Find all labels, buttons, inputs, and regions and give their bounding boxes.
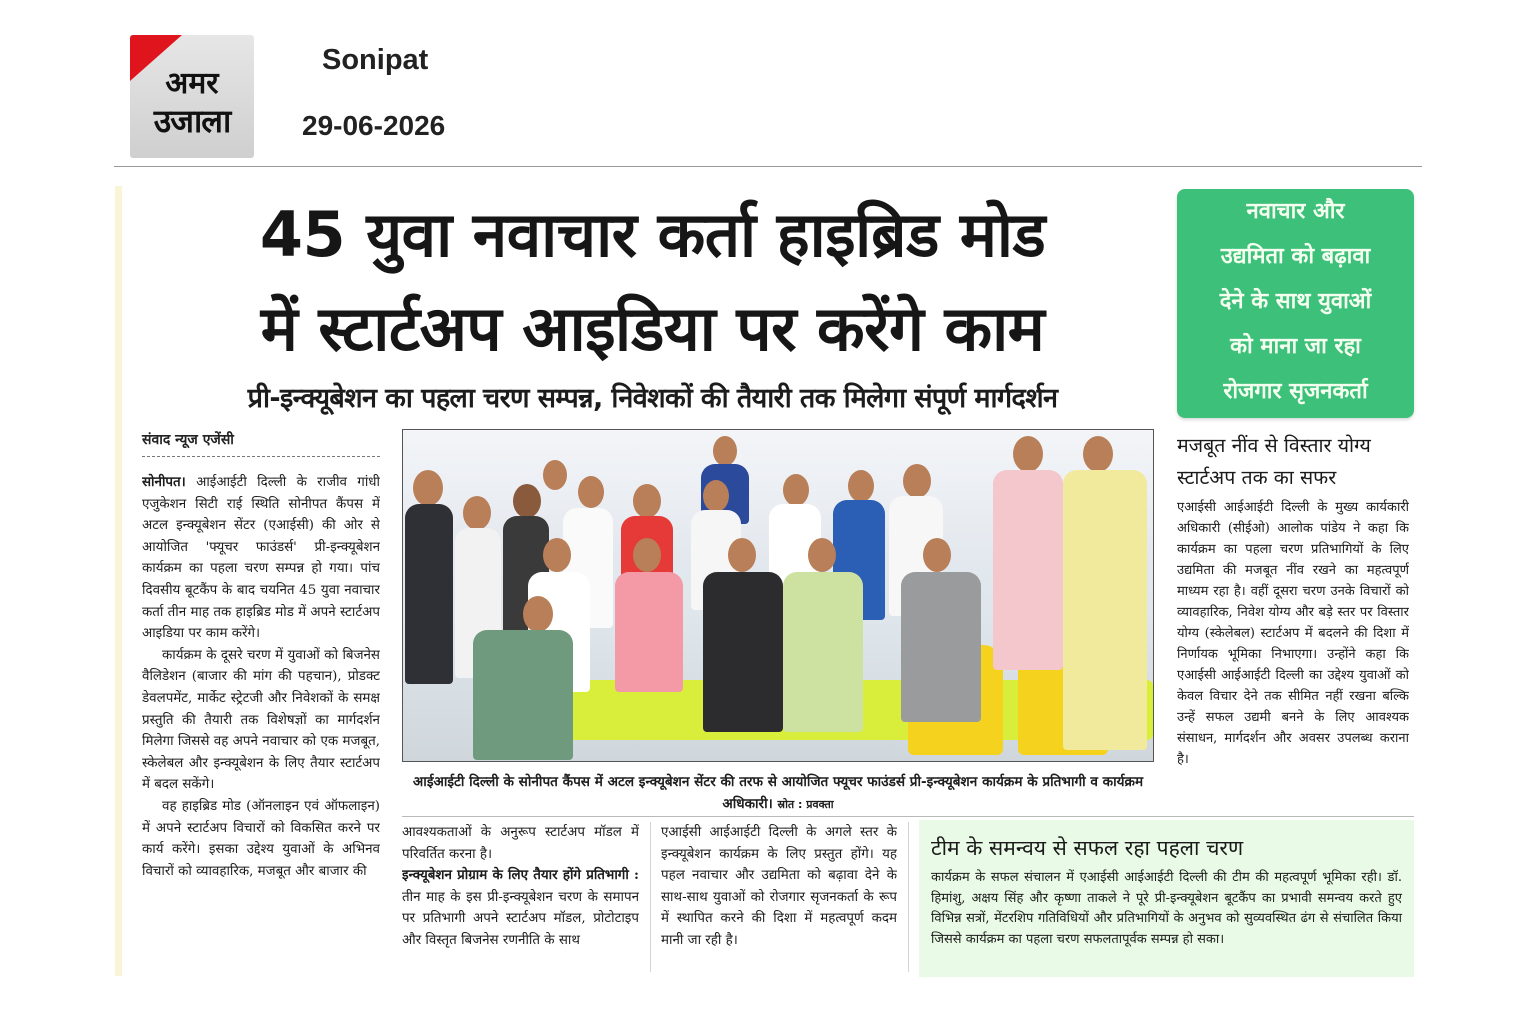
article-column-2 xyxy=(402,822,639,977)
subheadline: प्री-इन्क्यूबेशन का पहला चरण सम्पन्न, निवेशकों की तैयारी तक मिलेगा संपूर्ण मार्गदर्शन xyxy=(247,383,1058,414)
byline-divider xyxy=(142,456,380,457)
team-coordination-box xyxy=(919,820,1414,977)
col1-paragraph-1: आईआईटी दिल्ली के राजीव गांधी एजुकेशन सिटी राई स्थिति सोनीपत कैंपस में अटल इन्क्यूबेशन सेंटर (एआईसी) की ओर से आयोजित 'फ्यूचर फाउंडर्स' प्री-इन्क्यूबेशन कार्यक्रम का पहला चरण सम्पन्न हो गया। पांच दिवसीय बूटकैंप के बाद चयनित 45 युवा नवाचार कर्ता तीन माह तक हाइब्रिड मोड में अपने स्टार्टअप आइडिया पर काम करेंगे। xyxy=(142,475,380,642)
quote-line: रोजगार सृजनकर्ता xyxy=(1223,379,1368,404)
logo-line-2: उजाला xyxy=(153,102,231,140)
photo-source: स्रोत : प्रवक्ता xyxy=(777,798,834,811)
edition-date: 29-06-2026 xyxy=(302,110,446,141)
col2-subhead: इन्क्यूबेशन प्रोग्राम के लिए तैयार होंगे प्रतिभागी : xyxy=(402,867,639,884)
quote-line: देने के साथ युवाओं xyxy=(1219,289,1372,314)
quote-line: उद्यमिता को बढ़ावा xyxy=(1220,244,1371,269)
logo-line-1: अमर xyxy=(165,66,219,101)
right-column-body: एआईसी आईआईटी दिल्ली के मुख्य कार्यकारी अधिकारी (सीईओ) आलोक पांडेय ने कहा कि कार्यक्रम का पहला चरण प्रतिभागियों के लिए उद्यमिता की मजबूत नींव रखने का महत्वपूर्ण माध्यम रहा है। वहीं दूसरा चरण उनके विचारों को व्यावहारिक, निवेश योग्य और बड़े स्तर पर विस्तार योग्य (स्केलेबल) स्टार्टअप में बदलने की दिशा में निर्णायक भूमिका निभाएगा। उन्होंने कहा कि एआईसी आईआईटी दिल्ली का उद्देश्य युवाओं को केवल विचार देने तक सीमित नहीं रखना बल्कि उन्हें सफल उद्यमी बनने के लिए आवश्यक संसाधन, मार्गदर्शन और अवसर उपलब्ध कराना है। xyxy=(1177,500,1409,767)
quote-line: नवाचार और xyxy=(1246,199,1345,224)
col2-paragraph-1: आवश्यकताओं के अनुरूप स्टार्टअप मॉडल में परिवर्तित करना है। xyxy=(402,825,639,862)
headline xyxy=(140,188,1165,376)
quote-line: को माना जा रहा xyxy=(1230,334,1361,359)
photo-caption xyxy=(402,771,1154,816)
edition-name: Sonipat xyxy=(322,44,429,76)
page-edge-strip xyxy=(115,186,122,976)
article-column-1 xyxy=(142,472,380,977)
amar-ujala-logo xyxy=(130,35,254,158)
section-divider xyxy=(402,816,1414,817)
right-column-heading: मजबूत नींव से विस्तार योग्य स्टार्टअप तक का सफर xyxy=(1177,434,1371,489)
highlight-quote-box xyxy=(1177,189,1414,418)
headline-line-1: 45 युवा नवाचार कर्ता हाइब्रिड मोड xyxy=(259,198,1046,271)
group-photo xyxy=(402,429,1154,762)
caption-text: आईआईटी दिल्ली के सोनीपत कैंपस में अटल इन्क्यूबेशन सेंटर की तरफ से आयोजित फ्यूचर फाउंडर्स प्री-इन्क्यूबेशन कार्यक्रम के प्रतिभागी व कार्यक्रम अधिकारी। xyxy=(412,774,1144,812)
column-divider xyxy=(908,822,909,972)
masthead-divider xyxy=(114,166,1422,167)
article-column-3 xyxy=(661,822,897,977)
col1-paragraph-2: कार्यक्रम के दूसरे चरण में युवाओं को बिजनेस वैलिडेशन (बाजार की मांग की पहचान), प्रोडक्ट डेवलपमेंट, मार्केट स्ट्रेटजी और निवेशकों के समक्ष प्रस्तुति की तैयारी तक विशेषज्ञों का मार्गदर्शन मिलेगा जिससे वह अपने नवाचार को एक मजबूत, स्केलेबल और इन्क्यूबेशन के लिए तैयार स्टार्टअप में बदल सकेंगे। xyxy=(142,647,380,793)
dateline: सोनीपत। xyxy=(142,474,186,490)
team-box-title: टीम के समन्वय से सफल रहा पहला चरण xyxy=(931,836,1244,860)
headline-line-2: में स्टार्टअप आइडिया पर करेंगे काम xyxy=(260,292,1045,365)
col2-paragraph-2: तीन माह के इस प्री-इन्क्यूबेशन चरण के समापन पर प्रतिभागी अपने स्टार्टअप मॉडल, प्रोटोटाइप और विस्तृत बिजनेस रणनीति के साथ xyxy=(402,889,639,948)
team-box-body: कार्यक्रम के सफल संचालन में एआईसी आईआईटी दिल्ली की टीम की महत्वपूर्ण भूमिका रही। डॉ. हिमांशु, अक्षय सिंह और कृष्णा ताकले ने पूरे प्री-इन्क्यूबेशन बूटकैंप का प्रभावी समन्वय करते हुए विभिन्न सत्रों, मेंटरशिप गतिविधियों और प्रतिभागियों के अनुभव को सुव्यवस्थित ढंग से संचालित किया जिससे कार्यक्रम का पहला चरण सफलतापूर्वक सम्पन्न हो सका। xyxy=(931,870,1402,947)
column-divider xyxy=(650,822,651,972)
col3-paragraph-1: एआईसी आईआईटी दिल्ली के अगले स्तर के इन्क्यूबेशन कार्यक्रम के लिए प्रस्तुत होंगे। यह पहल नवाचार और उद्यमिता को बढ़ावा देने के साथ-साथ युवाओं को रोजगार सृजनकर्ता के रूप में स्थापित करने की दिशा में महत्वपूर्ण कदम मानी जा रही है। xyxy=(661,825,897,948)
byline: संवाद न्यूज एजेंसी xyxy=(142,432,234,448)
col1-paragraph-3: वह हाइब्रिड मोड (ऑनलाइन एवं ऑफलाइन) में अपने स्टार्टअप विचारों को विकसित करने पर कार्य करेंगे। इसका उद्देश्य युवाओं के अभिनव विचारों को व्यावहारिक, मजबूत और बाजार की xyxy=(142,798,380,879)
